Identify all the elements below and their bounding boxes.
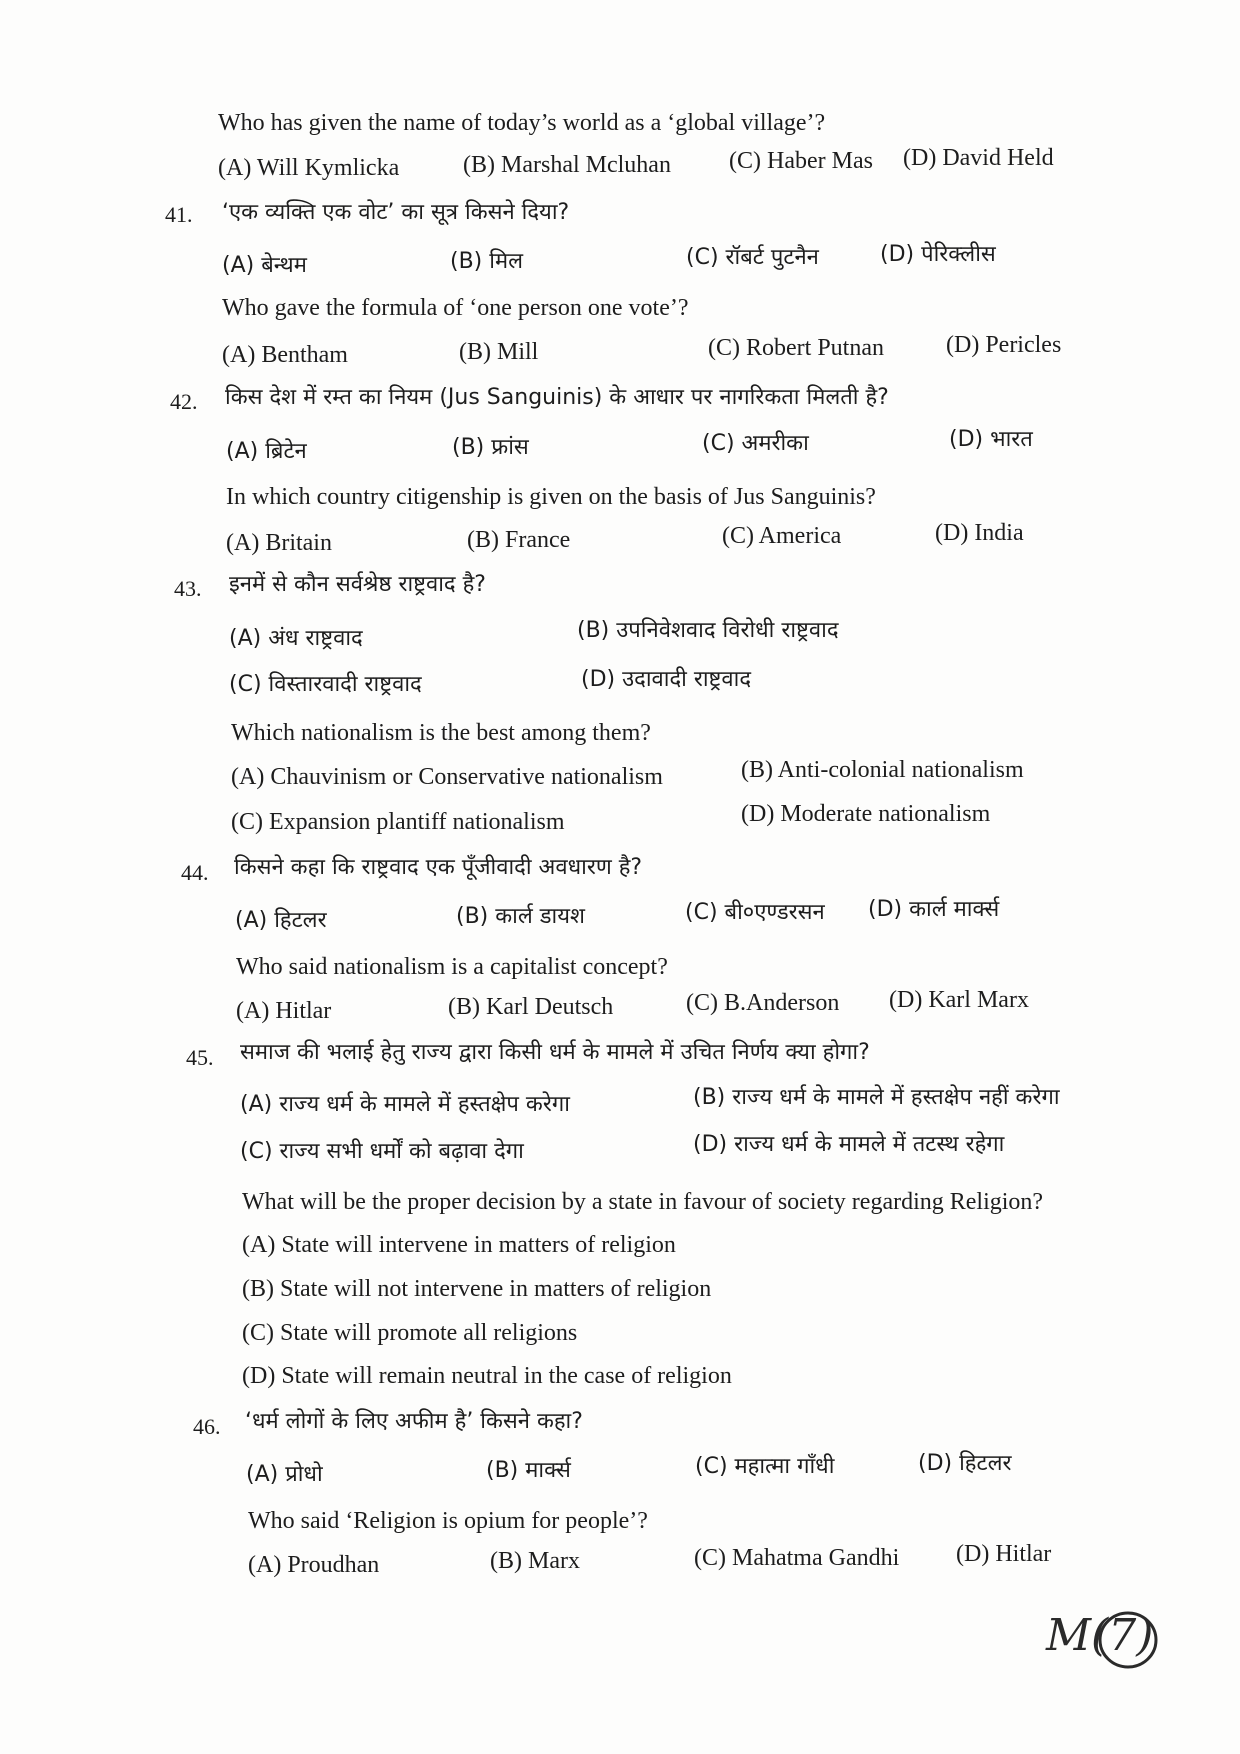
question-46-hindi: ‘धर्म लोगों के लिए अफीम है’ किसने कहा? [245, 1409, 583, 1434]
question-42-hindi: किस देश में रम्त का नियम (Jus Sanguinis) के आधार पर नागरिकता मिलती है? [225, 385, 889, 410]
option-46-b-en: (B) Marx [490, 1548, 580, 1574]
question-46-english: Who said ‘Religion is opium for people’? [248, 1508, 648, 1534]
option-42-c-en: (C) America [722, 523, 842, 549]
question-number: 42. [170, 389, 198, 414]
question-number: 46. [193, 1414, 221, 1439]
option-44-c-hi: (C) बी०एण्डरसन [685, 900, 825, 925]
question-45-hindi: समाज की भलाई हेतु राज्य द्वारा किसी धर्म के मामले में उचित निर्णय क्या होगा? [240, 1040, 870, 1065]
option-44-a-hi: (A) हिटलर [235, 908, 327, 933]
option-42-b-en: (B) France [467, 527, 571, 553]
option-41-d-en: (D) Pericles [946, 332, 1062, 358]
option-43-c-en: (C) Expansion plantiff nationalism [231, 809, 565, 835]
option-43-b-hi: (B) उपनिवेशवाद विरोधी राष्ट्रवाद [577, 618, 839, 643]
option-45-b-hi: (B) राज्य धर्म के मामले में हस्तक्षेप नहीं करेगा [693, 1085, 1060, 1110]
option-46-d-hi: (D) हिटलर [918, 1451, 1012, 1476]
question-43-hindi: इनमें से कौन सर्वश्रेष्ठ राष्ट्रवाद है? [229, 572, 486, 597]
option-46-d-en: (D) Hitlar [956, 1541, 1052, 1567]
option-46-a-en: (A) Proudhan [248, 1552, 380, 1578]
question-41-english: Who gave the formula of ‘one person one vote’? [222, 295, 689, 321]
option-40-d-en: (D) David Held [903, 145, 1054, 171]
option-43-d-hi: (D) उदावादी राष्ट्रवाद [581, 667, 751, 692]
option-41-a-en: (A) Bentham [222, 342, 348, 368]
option-44-d-hi: (D) कार्ल मार्क्स [868, 897, 1000, 922]
question-43-english: Which nationalism is the best among them? [231, 720, 651, 746]
option-42-d-en: (D) India [935, 520, 1024, 546]
option-43-b-en: (B) Anti-colonial nationalism [741, 757, 1024, 783]
handwritten-page-mark [1040, 1600, 1170, 1680]
question-44-english: Who said nationalism is a capitalist concept? [236, 954, 668, 980]
question-44-hindi: किसने कहा कि राष्ट्रवाद एक पूँजीवादी अवधारण है? [234, 855, 643, 880]
question-number: 41. [165, 202, 193, 227]
question-number: 44. [181, 860, 209, 885]
option-46-c-hi: (C) महात्मा गाँधी [695, 1454, 835, 1479]
option-41-b-hi: (B) मिल [450, 249, 524, 274]
option-44-c-en: (C) B.Anderson [686, 990, 840, 1016]
option-43-a-en: (A) Chauvinism or Conservative nationalism [231, 764, 663, 790]
option-46-a-hi: (A) प्रोधो [246, 1462, 323, 1487]
option-43-a-hi: (A) अंध राष्ट्रवाद [229, 626, 363, 651]
option-45-c-hi: (C) राज्य सभी धर्मों को बढ़ावा देगा [240, 1139, 524, 1164]
option-42-a-en: (A) Britain [226, 530, 332, 556]
option-45-a-hi: (A) राज्य धर्म के मामले में हस्तक्षेप करेगा [240, 1092, 570, 1117]
option-44-a-en: (A) Hitlar [236, 998, 332, 1024]
option-40-a-en: (A) Will Kymlicka [218, 155, 400, 181]
option-41-d-hi: (D) पेरिक्लीस [880, 242, 996, 267]
option-44-b-en: (B) Karl Deutsch [448, 994, 614, 1020]
option-45-a-en: (A) State will intervene in matters of religion [242, 1232, 676, 1258]
option-41-c-en: (C) Robert Putnan [708, 335, 884, 361]
option-41-b-en: (B) Mill [459, 339, 539, 365]
question-42-english: In which country citigenship is given on the basis of Jus Sanguinis? [226, 484, 876, 510]
option-43-c-hi: (C) विस्तारवादी राष्ट्रवाद [229, 672, 422, 697]
question-41-hindi: ‘एक व्यक्ति एक वोट’ का सूत्र किसने दिया? [222, 200, 570, 225]
option-42-d-hi: (D) भारत [949, 427, 1033, 452]
option-45-d-hi: (D) राज्य धर्म के मामले में तटस्थ रहेगा [693, 1132, 1005, 1157]
question-number: 45. [186, 1045, 214, 1070]
option-42-c-hi: (C) अमरीका [702, 431, 809, 456]
option-46-b-hi: (B) मार्क्स [486, 1458, 571, 1483]
option-40-b-en: (B) Marshal Mcluhan [463, 152, 671, 178]
page-mark-text: M(7) [1046, 1610, 1154, 1661]
option-41-c-hi: (C) रॉबर्ट पुटनैन [686, 245, 819, 270]
option-42-a-hi: (A) ब्रिटेन [226, 439, 307, 464]
option-45-d-en: (D) State will remain neutral in the case of religion [242, 1363, 732, 1389]
option-45-b-en: (B) State will not intervene in matters of religion [242, 1276, 712, 1302]
option-46-c-en: (C) Mahatma Gandhi [694, 1545, 900, 1571]
question-number: 43. [174, 576, 202, 601]
question-45-english: What will be the proper decision by a state in favour of society regarding Religion? [242, 1189, 1044, 1215]
option-44-d-en: (D) Karl Marx [889, 987, 1029, 1013]
option-42-b-hi: (B) फ्रांस [452, 435, 529, 460]
option-40-c-en: (C) Haber Mas [729, 148, 873, 174]
option-43-d-en: (D) Moderate nationalism [741, 801, 991, 827]
option-44-b-hi: (B) कार्ल डायश [456, 904, 585, 929]
question-40-english: Who has given the name of today’s world as a ‘global village’? [218, 110, 826, 136]
option-45-c-en: (C) State will promote all religions [242, 1320, 578, 1346]
option-41-a-hi: (A) बेन्थम [222, 253, 307, 278]
